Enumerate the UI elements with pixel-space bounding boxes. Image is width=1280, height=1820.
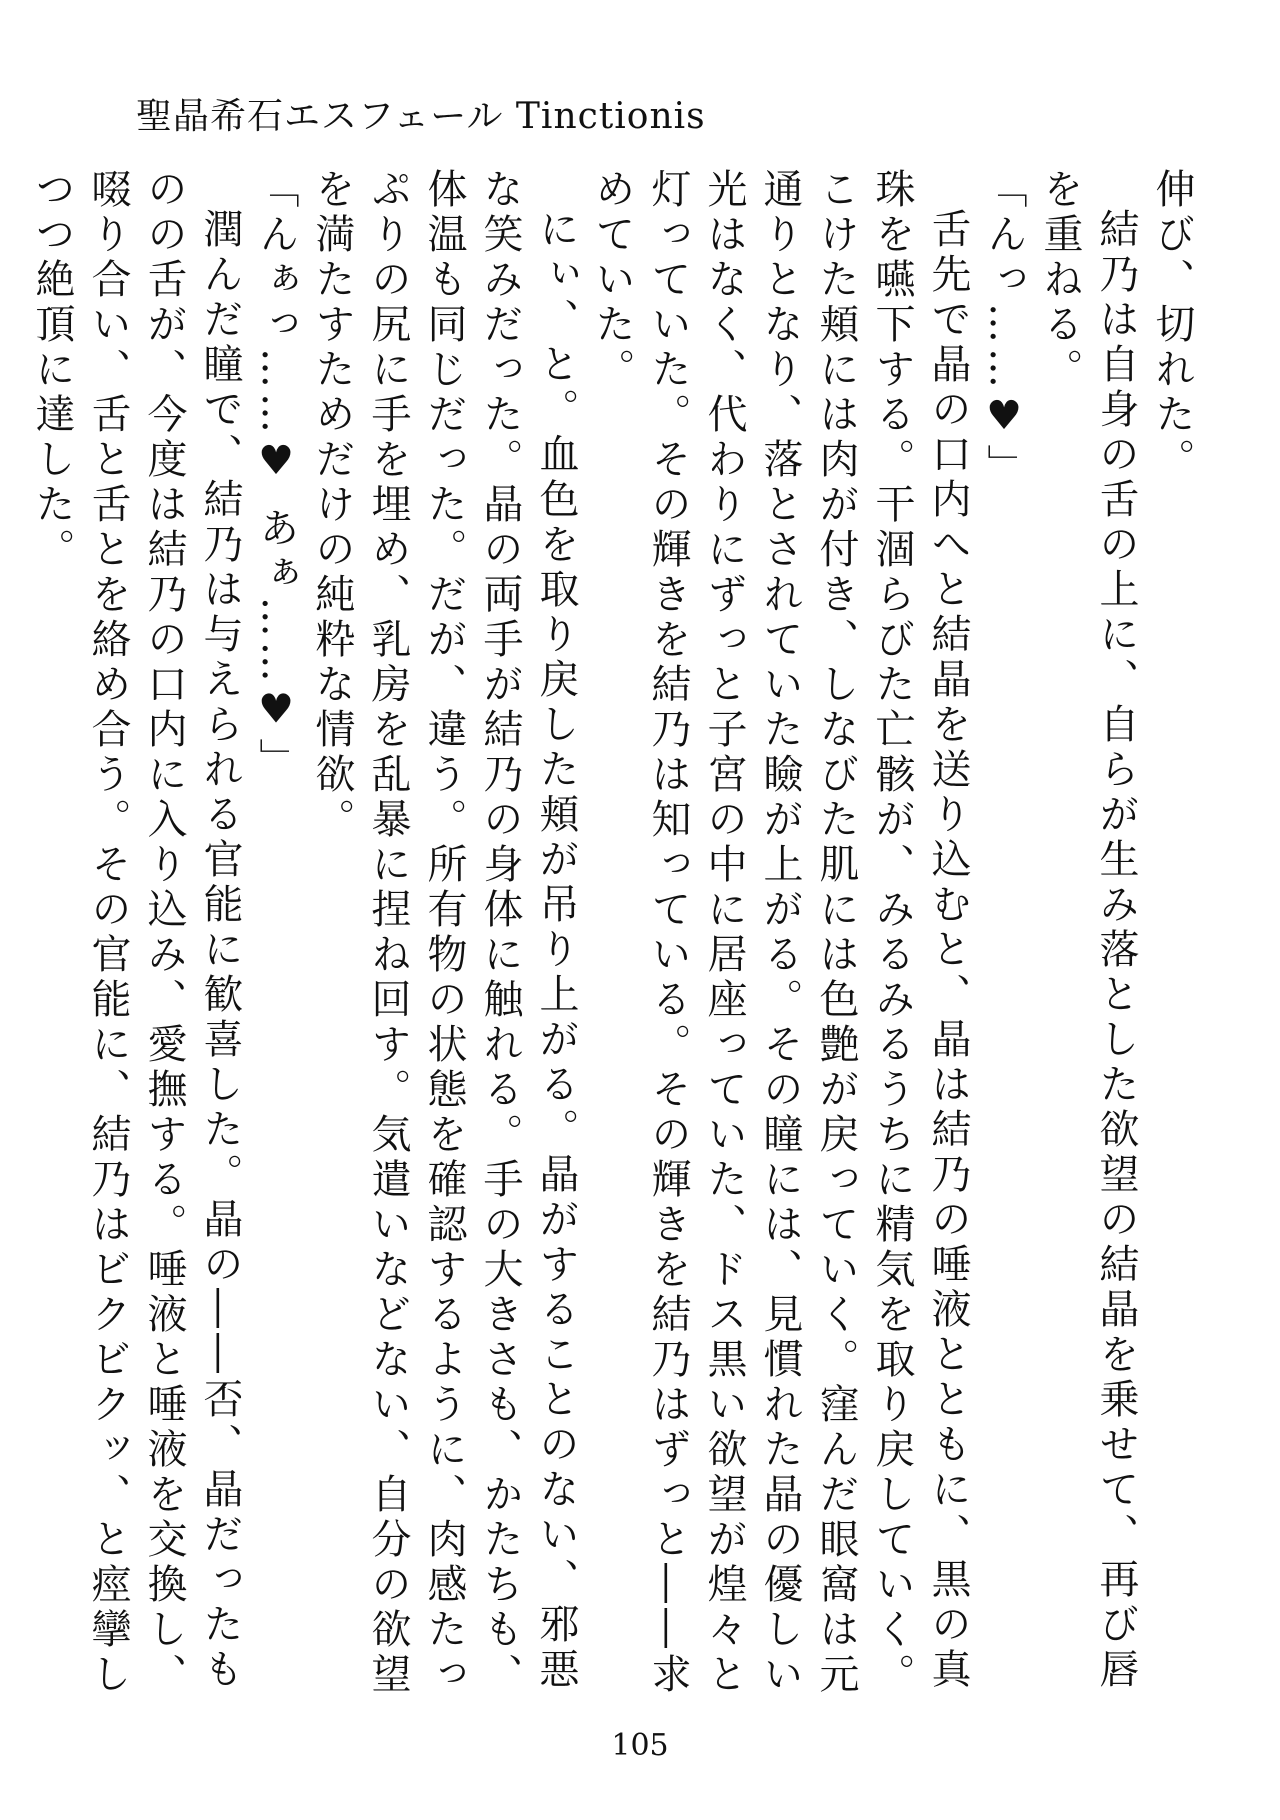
vertical-body-text	[29, 168, 1200, 1708]
paragraph-6-dialogue: 「んぁっ……♥ あぁ……♥」	[253, 168, 299, 783]
paragraph-4: 舌先で晶の口内へと結晶を送り込むと、晶は結乃の唾液とともに、黒の真珠を嚥下する。干涸らびた亡骸が、みるみるうちに精気を取り戻していく。こけた頬には肉が付き、しなびた肌には色艶が戻っていく。窪んだ眼窩は元通りとなり、落とされていた瞼が上がる。その瞳には、見慣れた晶の優しい光はなく、代わりにずっと子宮の中に居座っていた、ドス黒い欲望が煌々と灯っていた。その輝きを結乃は知っている。その輝きを結乃はずっと――求めていた。	[589, 168, 971, 1698]
paragraph-5: にぃ、と。血色を取り戻した頬が吊り上がる。晶がすることのない、邪悪な笑みだった。晶の両手が結乃の身体に触れる。手の大きさも、かたちも、体温も同じだった。だが、違う。所有物の状態を確認するように、肉感たっぷりの尻に手を埋め、乳房を乱暴に捏ね回す。気遣いなどない、自分の欲望を満たすためだけの純粋な情欲。	[309, 168, 579, 1698]
paragraph-1: 伸び、切れた。	[1149, 168, 1195, 483]
page-number: 105	[611, 1728, 669, 1763]
running-header: 聖晶希石エスフェール Tinctionis	[136, 96, 706, 137]
paragraph-3-dialogue: 「んっ……♥」	[981, 168, 1027, 489]
paragraph-7: 潤んだ瞳で、結乃は与えられる官能に歓喜した。晶の――否、晶だったものの舌が、今度は結乃の口内に入り込み、愛撫する。唾液と唾液を交換し、啜り合い、舌と舌とを絡め合う。その官能に、結乃はビクビクッ、と痙攣しつつ絶頂に達した。	[29, 168, 243, 1698]
paragraph-2: 結乃は自身の舌の上に、自らが生み落とした欲望の結晶を乗せて、再び唇を重ねる。	[1037, 168, 1139, 1693]
